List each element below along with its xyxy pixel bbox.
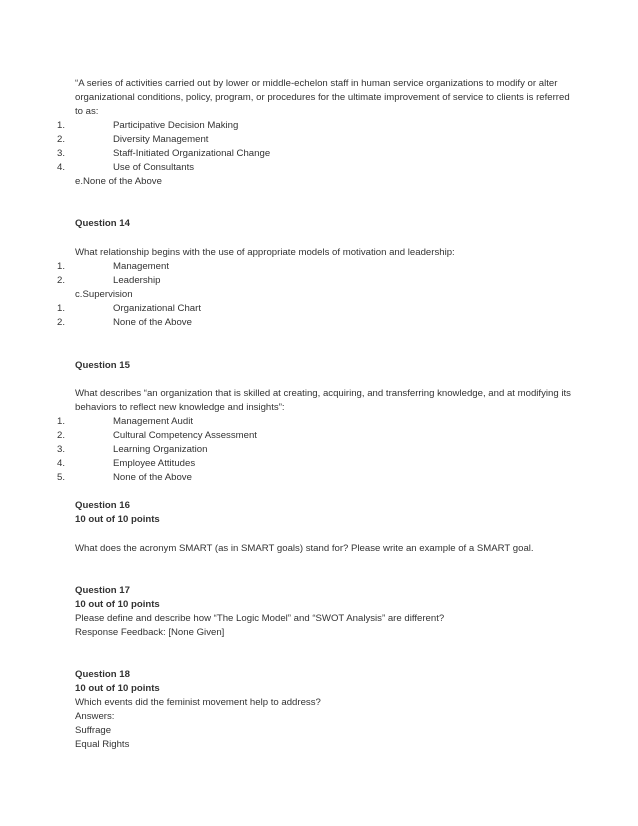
intro-option	[0, 134, 638, 146]
question-18-answer: Equal Rights	[75, 739, 130, 750]
option-text: Organizational Chart	[113, 303, 201, 314]
question-18-prompt: Which events did the feminist movement help to address?	[75, 697, 321, 708]
option-number: 4.	[56, 458, 65, 469]
option-text: None of the Above	[113, 317, 192, 328]
question-14-heading: Question 14	[75, 218, 130, 229]
option-text: Use of Consultants	[113, 162, 195, 173]
option-text: Participative Decision Making	[113, 120, 239, 131]
q14-option	[0, 261, 638, 273]
option-text: Employee Attitudes	[113, 458, 196, 469]
q15-option	[0, 458, 638, 470]
intro-text-line-1: “A series of activities carried out by lower or middle-echelon staff in human service organizations to modify or alter	[75, 78, 558, 89]
option-number: 4.	[56, 162, 65, 173]
question-18-points: 10 out of 10 points	[75, 683, 160, 694]
option-text: Management Audit	[113, 416, 194, 427]
option-number: 1.	[56, 416, 65, 427]
option-number: 2.	[56, 134, 65, 145]
intro-option	[0, 120, 638, 132]
question-17-prompt: Please define and describe how “The Logic Model” and “SWOT Analysis” are different?	[75, 613, 445, 624]
question-18-heading: Question 18	[75, 669, 130, 680]
q14-option	[0, 317, 638, 329]
question-18-answers-label: Answers:	[75, 711, 115, 722]
question-16-points: 10 out of 10 points	[75, 514, 160, 525]
option-number: 1.	[56, 261, 65, 272]
question-15-prompt-line-2: behaviors to reflect new knowledge and insights”:	[75, 402, 285, 413]
option-number: 2.	[56, 275, 65, 286]
option-number: 3.	[56, 444, 65, 455]
intro-text-line-2: organizational conditions, policy, program, or procedures for the ultimate improvement of service to clients is referred	[75, 92, 570, 103]
q14-option-c: c.Supervision	[75, 289, 133, 300]
option-number: 3.	[56, 148, 65, 159]
option-text: Leadership	[113, 275, 161, 286]
intro-option-e: e.None of the Above	[75, 176, 162, 187]
option-number: 2.	[56, 317, 65, 328]
option-text: Cultural Competency Assessment	[113, 430, 257, 441]
question-15-heading: Question 15	[75, 360, 130, 371]
q15-option	[0, 430, 638, 442]
intro-option	[0, 162, 638, 174]
question-17-heading: Question 17	[75, 585, 130, 596]
q15-option	[0, 472, 638, 484]
option-number: 1.	[56, 120, 65, 131]
option-text: Management	[113, 261, 169, 272]
option-number: 1.	[56, 303, 65, 314]
question-17-feedback: Response Feedback: [None Given]	[75, 627, 225, 638]
q14-option	[0, 275, 638, 287]
intro-text-line-3: to as:	[75, 106, 99, 117]
question-18-answer: Suffrage	[75, 725, 112, 736]
q15-option	[0, 416, 638, 428]
question-17-points: 10 out of 10 points	[75, 599, 160, 610]
option-text: None of the Above	[113, 472, 192, 483]
question-14-prompt: What relationship begins with the use of appropriate models of motivation and leadership:	[75, 247, 455, 258]
question-16-prompt: What does the acronym SMART (as in SMART goals) stand for? Please write an example of a SMART goal.	[75, 543, 534, 554]
question-16-heading: Question 16	[75, 500, 130, 511]
q15-option	[0, 444, 638, 456]
option-text: Staff-Initiated Organizational Change	[113, 148, 271, 159]
option-text: Learning Organization	[113, 444, 208, 455]
option-text: Diversity Management	[113, 134, 209, 145]
option-number: 2.	[56, 430, 65, 441]
q14-option	[0, 303, 638, 315]
intro-option	[0, 148, 638, 160]
option-number: 5.	[56, 472, 65, 483]
question-15-prompt-line-1: What describes “an organization that is skilled at creating, acquiring, and transferring knowledge, and at modifying its	[75, 388, 571, 399]
